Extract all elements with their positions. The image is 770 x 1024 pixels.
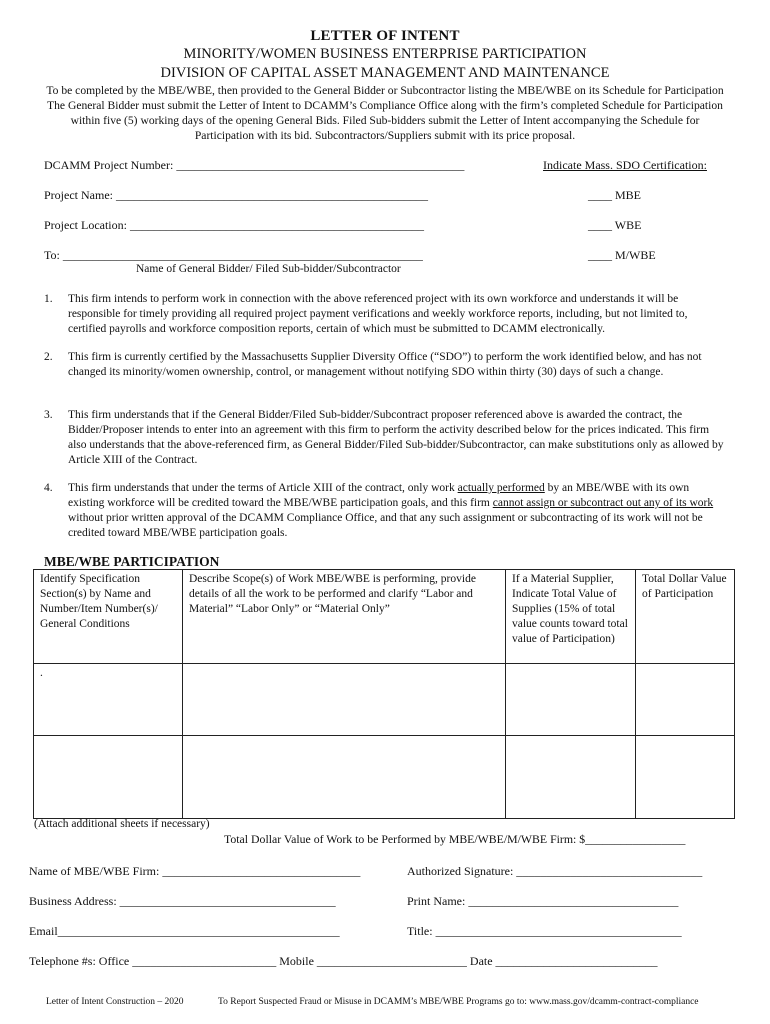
statement-3-text: This firm understands that if the General Bidder/Filed Sub-bidder/Subcontract proposer referenced above is awarded the contract, the Bidder/Proposer intends to enter into an agreement with this firm to perform the activity described below for the prices indicated. This firm also understands that the above-referenced firm, as General Bidder/Filed Sub-bidder/Subcontractor, can make substitutions only as allowed by Article XIII of the Contract.	[68, 409, 724, 466]
certification-heading: Indicate Mass. SDO Certification:	[543, 158, 707, 172]
statement-4-text-c: without prior written approval of the DCAMM Compliance Office, and that any such assignment or subcontracting of its work will not be credited toward MBE/WBE participation goals.	[68, 512, 703, 539]
footer-form-name: Letter of Intent Construction – 2020	[46, 997, 184, 1007]
row-2-specification-cell[interactable]	[34, 736, 183, 819]
certification-option-wbe[interactable]: ____ WBE	[588, 218, 642, 232]
column-header-specification-section: Identify Specification Section(s) by Name and Number/Item Number(s)/ General Conditions	[34, 570, 183, 664]
business-address-field[interactable]: Business Address: ____________________________________	[29, 894, 336, 908]
statement-3	[44, 408, 728, 468]
row-2-supplier-value-cell[interactable]	[506, 736, 636, 819]
document-subtitle-mbe: MINORITY/WOMEN BUSINESS ENTERPRISE PARTICIPATION	[183, 46, 587, 62]
print-name-field[interactable]: Print Name: ___________________________________	[407, 894, 679, 908]
title-field[interactable]: Title: _________________________________________	[407, 924, 682, 938]
document-subtitle-dcamm: DIVISION OF CAPITAL ASSET MANAGEMENT AND MAINTENANCE	[160, 65, 610, 81]
column-header-material-supplier-value: If a Material Supplier, Indicate Total Value of Supplies (15% of total value counts toward total value of Participation)	[506, 570, 636, 664]
participation-row-2	[34, 736, 735, 819]
project-location-field[interactable]: Project Location: _________________________________________________	[44, 218, 424, 232]
participation-header-row	[34, 570, 735, 664]
row-2-scope-cell[interactable]	[183, 736, 506, 819]
certification-option-mwbe[interactable]: ____ M/WBE	[588, 248, 656, 262]
project-number-field[interactable]: DCAMM Project Number: ________________________________________________	[44, 158, 465, 172]
project-name-field[interactable]: Project Name: ____________________________________________________	[44, 188, 428, 202]
statement-4-text	[68, 481, 728, 541]
email-field[interactable]: Email_______________________________________________	[29, 924, 340, 938]
instructions-paragraph: To be completed by the MBE/WBE, then provided to the General Bidder or Subcontractor listing the MBE/WBE on its Schedule for Participation The General Bidder must submit the Letter of Intent to DCAMM’s Compliance Office along with the firm’s completed Schedule for Participation within five (5) working days of the opening General Bids. Filed Sub-bidders submit the Letter of Intent accompanying the Schedule for Participation with its bid. Subcontractors/Suppliers submit with its price proposal.	[46, 84, 724, 142]
to-field[interactable]: To: ____________________________________________________________	[44, 248, 423, 262]
row-1-scope-cell[interactable]	[183, 664, 506, 736]
participation-table	[33, 569, 735, 819]
telephone-mobile-date-field[interactable]: Telephone #s: Office ________________________ Mobile _________________________ Date ___________________________	[29, 954, 658, 968]
statement-4-emphasis-actually-performed: actually performed	[457, 482, 545, 494]
statement-1-text: This firm intends to perform work in connection with the above referenced project with its own workforce and understands it will be responsible for timely providing all required project payment verifications and weekly workforce reports, including, but not limited to, certified payrolls and workforce composition reports, certain of which must be submitted to DCAMM electronically.	[68, 293, 688, 335]
statement-1-number: 1.	[44, 293, 53, 305]
row-1-supplier-value-cell[interactable]	[506, 664, 636, 736]
attach-sheets-note: (Attach additional sheets if necessary)	[34, 818, 210, 830]
row-1-total-cell[interactable]	[636, 664, 735, 736]
firm-name-field[interactable]: Name of MBE/WBE Firm: _________________________________	[29, 864, 361, 878]
row-1-specification-cell[interactable]: .	[34, 664, 183, 736]
footer-fraud-report-notice: To Report Suspected Fraud or Misuse in DCAMM’s MBE/WBE Programs go to: www.mass.gov/dcamm-contract-compliance	[218, 997, 699, 1007]
statement-4-text-a: This firm understands that under the terms of Article XIII of the contract, only work	[68, 482, 458, 494]
statement-2	[44, 350, 728, 380]
statement-2-number: 2.	[44, 351, 53, 363]
column-header-scope-of-work: Describe Scope(s) of Work MBE/WBE is performing, provide details of all the work to be performed and clarify “Labor and Material” “Labor Only” or “Material Only”	[183, 570, 506, 664]
row-2-total-cell[interactable]	[636, 736, 735, 819]
statement-4-text-b: by an MBE/WBE with its own existing workforce will be credited toward the MBE/WBE participation goals, and this firm	[68, 482, 690, 509]
participation-heading: MBE/WBE PARTICIPATION	[44, 554, 220, 569]
statement-2-text: This firm is currently certified by the Massachusetts Supplier Diversity Office (“SDO”) to perform the work identified below, and has not changed its minority/women ownership, control, or management without notifying SDO within thirty (30) days of such a change.	[68, 351, 702, 378]
column-header-total-dollar-value: Total Dollar Value of Participation	[636, 570, 735, 664]
to-field-caption: Name of General Bidder/ Filed Sub-bidder/Subcontractor	[136, 263, 401, 275]
certification-option-mbe[interactable]: ____ MBE	[588, 188, 642, 202]
statement-4	[44, 481, 728, 541]
authorized-signature-field[interactable]: Authorized Signature: _______________________________	[407, 864, 703, 878]
statement-4-number: 4.	[44, 482, 53, 494]
statement-4-emphasis-cannot-assign: cannot assign or subcontract out any of its work	[492, 497, 714, 509]
statement-1	[44, 292, 728, 337]
document-title: LETTER OF INTENT	[310, 28, 460, 44]
participation-row-1	[34, 664, 735, 736]
statement-3-number: 3.	[44, 409, 53, 421]
total-dollar-value-field[interactable]: Total Dollar Value of Work to be Performed by MBE/WBE/M/WBE Firm: $_________________	[224, 832, 686, 846]
